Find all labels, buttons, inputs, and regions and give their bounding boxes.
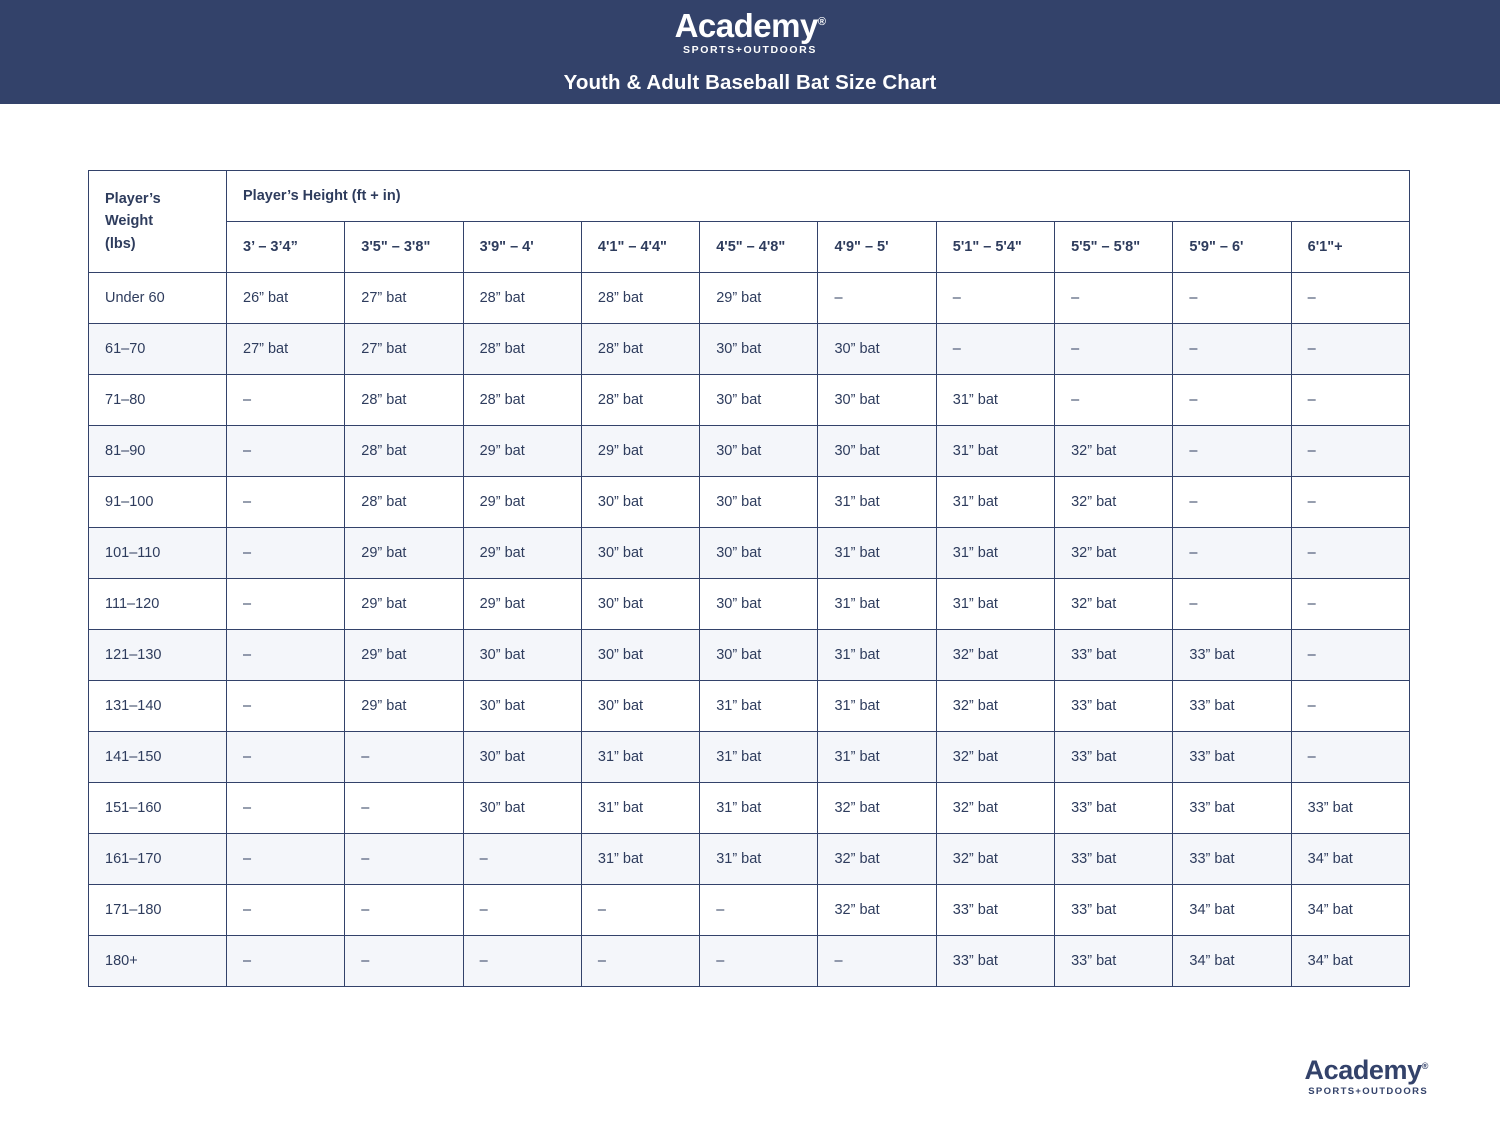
table-cell-bat-size: 31” bat (818, 681, 936, 732)
corner-header-line-3: (lbs) (105, 235, 136, 252)
table-cell-bat-size: – (227, 426, 345, 477)
table-cell-bat-size: 34” bat (1173, 885, 1291, 936)
table-cell-bat-size: – (936, 273, 1054, 324)
brand-name: Academy (674, 6, 818, 44)
table-cell-bat-size: – (1291, 681, 1409, 732)
table-cell-bat-size: 28” bat (345, 426, 463, 477)
table-cell-bat-size: 33” bat (1291, 783, 1409, 834)
table-cell-bat-size: – (345, 834, 463, 885)
table-cell-bat-size: 30” bat (700, 324, 818, 375)
table-cell-bat-size: 30” bat (581, 528, 699, 579)
table-head (89, 171, 1410, 273)
row-header-weight: 91–100 (89, 477, 227, 528)
column-header-height-5: 4'5" – 4'8" (700, 222, 818, 273)
table-cell-bat-size: – (227, 783, 345, 834)
table-cell-bat-size: – (936, 324, 1054, 375)
table-cell-bat-size: 27” bat (227, 324, 345, 375)
table-cell-bat-size: 30” bat (818, 324, 936, 375)
table-cell-bat-size: 31” bat (581, 732, 699, 783)
table-cell-bat-size: – (581, 885, 699, 936)
table-cell-bat-size: – (1055, 375, 1173, 426)
row-header-weight: 71–80 (89, 375, 227, 426)
table-cell-bat-size: 29” bat (463, 579, 581, 630)
table-row (89, 375, 1410, 426)
table-cell-bat-size: 27” bat (345, 324, 463, 375)
page-header (0, 0, 1500, 104)
table-cell-bat-size: 28” bat (463, 273, 581, 324)
table-cell-bat-size: 28” bat (581, 375, 699, 426)
table-cell-bat-size: 28” bat (463, 375, 581, 426)
table-cell-bat-size: 33” bat (1055, 630, 1173, 681)
row-header-weight: Under 60 (89, 273, 227, 324)
table-cell-bat-size: – (1291, 324, 1409, 375)
table-row (89, 834, 1410, 885)
footer-brand-wordmark (1304, 1054, 1429, 1085)
table-cell-bat-size: 31” bat (818, 630, 936, 681)
table-cell-bat-size: 29” bat (345, 579, 463, 630)
table-cell-bat-size: – (1291, 273, 1409, 324)
table-cell-bat-size: – (227, 681, 345, 732)
column-header-height-1: 3’ – 3’4” (227, 222, 345, 273)
column-header-height-6: 4'9" – 5' (818, 222, 936, 273)
table-cell-bat-size: 30” bat (700, 528, 818, 579)
table-cell-bat-size: 33” bat (1173, 834, 1291, 885)
table-cell-bat-size: – (227, 579, 345, 630)
table-cell-bat-size: 28” bat (345, 375, 463, 426)
table-cell-bat-size: 34” bat (1291, 936, 1409, 987)
column-header-height-4: 4'1" – 4'4" (581, 222, 699, 273)
table-cell-bat-size: 31” bat (936, 579, 1054, 630)
corner-header-line-1: Player’s (105, 190, 161, 207)
table-header-group-row (89, 171, 1410, 222)
table-cell-bat-size: 31” bat (936, 375, 1054, 426)
corner-header-line-2: Weight (105, 213, 154, 230)
table-cell-bat-size: 30” bat (818, 426, 936, 477)
table-cell-bat-size: – (1173, 579, 1291, 630)
table-cell-bat-size: – (227, 885, 345, 936)
row-header-weight: 180+ (89, 936, 227, 987)
table-cell-bat-size: 30” bat (581, 477, 699, 528)
table-cell-bat-size: 31” bat (700, 681, 818, 732)
table-cell-bat-size: 30” bat (700, 375, 818, 426)
table-cell-bat-size: 29” bat (345, 630, 463, 681)
row-header-weight: 81–90 (89, 426, 227, 477)
table-cell-bat-size: 32” bat (936, 630, 1054, 681)
table-cell-bat-size: 30” bat (581, 681, 699, 732)
bat-size-table (88, 170, 1410, 987)
table-cell-bat-size: – (1291, 426, 1409, 477)
row-header-weight: 171–180 (89, 885, 227, 936)
table-cell-bat-size: 30” bat (700, 579, 818, 630)
table-cell-bat-size: 30” bat (581, 579, 699, 630)
table-cell-bat-size: – (1173, 273, 1291, 324)
column-header-height-2: 3'5" – 3'8" (345, 222, 463, 273)
table-cell-bat-size: – (227, 630, 345, 681)
academy-logo-header (674, 6, 826, 56)
table-cell-bat-size: 34” bat (1173, 936, 1291, 987)
height-group-header: Player’s Height (ft + in) (227, 171, 1410, 222)
footer-registered-mark: ® (1421, 1060, 1428, 1071)
row-header-weight: 151–160 (89, 783, 227, 834)
table-cell-bat-size: 33” bat (1055, 834, 1173, 885)
table-cell-bat-size: 28” bat (581, 324, 699, 375)
table-cell-bat-size: – (1291, 477, 1409, 528)
table-cell-bat-size: – (345, 936, 463, 987)
table-cell-bat-size: 31” bat (818, 528, 936, 579)
table-cell-bat-size: – (700, 936, 818, 987)
table-cell-bat-size: 33” bat (936, 936, 1054, 987)
footer-brand-tagline: SPORTS+OUTDOORS (1308, 1085, 1428, 1097)
table-cell-bat-size: 29” bat (700, 273, 818, 324)
table-cell-bat-size: 31” bat (581, 834, 699, 885)
table-cell-bat-size: 32” bat (818, 834, 936, 885)
row-header-weight: 111–120 (89, 579, 227, 630)
table-cell-bat-size: 30” bat (463, 783, 581, 834)
brand-wordmark (674, 6, 826, 44)
row-header-weight: 61–70 (89, 324, 227, 375)
table-cell-bat-size: 28” bat (463, 324, 581, 375)
footer-brand-name: Academy (1304, 1054, 1422, 1085)
table-cell-bat-size: 33” bat (1055, 681, 1173, 732)
table-cell-bat-size: 33” bat (1173, 681, 1291, 732)
corner-header (89, 171, 227, 273)
column-header-height-3: 3'9" – 4' (463, 222, 581, 273)
table-cell-bat-size: 29” bat (463, 477, 581, 528)
table-row (89, 732, 1410, 783)
academy-logo-footer (1304, 1054, 1429, 1097)
table-cell-bat-size: – (1173, 375, 1291, 426)
table-cell-bat-size: – (1291, 630, 1409, 681)
table-cell-bat-size: 34” bat (1291, 885, 1409, 936)
table-cell-bat-size: – (1173, 324, 1291, 375)
table-cell-bat-size: 33” bat (1055, 783, 1173, 834)
table-cell-bat-size: – (227, 732, 345, 783)
table-cell-bat-size: – (1055, 324, 1173, 375)
table-cell-bat-size: 32” bat (936, 783, 1054, 834)
table-cell-bat-size: 33” bat (1173, 783, 1291, 834)
table-cell-bat-size: – (1173, 528, 1291, 579)
column-header-height-9: 5'9" – 6' (1173, 222, 1291, 273)
table-cell-bat-size: – (581, 936, 699, 987)
table-cell-bat-size: 34” bat (1291, 834, 1409, 885)
table-cell-bat-size: – (345, 885, 463, 936)
table-cell-bat-size: 30” bat (700, 477, 818, 528)
registered-mark: ® (817, 15, 826, 28)
table-cell-bat-size: – (227, 936, 345, 987)
table-cell-bat-size: – (345, 732, 463, 783)
table-header-row (89, 222, 1410, 273)
table-cell-bat-size: 30” bat (700, 630, 818, 681)
table-cell-bat-size: 33” bat (936, 885, 1054, 936)
table-cell-bat-size: – (463, 936, 581, 987)
table-cell-bat-size: – (227, 528, 345, 579)
table-cell-bat-size: 32” bat (1055, 579, 1173, 630)
table-cell-bat-size: 28” bat (581, 273, 699, 324)
column-header-height-10: 6'1"+ (1291, 222, 1409, 273)
table-row (89, 528, 1410, 579)
table-cell-bat-size: 31” bat (936, 528, 1054, 579)
table-cell-bat-size: 26” bat (227, 273, 345, 324)
table-cell-bat-size: 32” bat (818, 885, 936, 936)
table-cell-bat-size: – (1291, 732, 1409, 783)
row-header-weight: 161–170 (89, 834, 227, 885)
table-row (89, 681, 1410, 732)
column-header-height-7: 5'1" – 5'4" (936, 222, 1054, 273)
table-cell-bat-size: 29” bat (345, 528, 463, 579)
table-cell-bat-size: – (1173, 477, 1291, 528)
table-cell-bat-size: 29” bat (581, 426, 699, 477)
table-cell-bat-size: 32” bat (1055, 426, 1173, 477)
table-row (89, 630, 1410, 681)
column-header-height-8: 5'5" – 5'8" (1055, 222, 1173, 273)
table-cell-bat-size: 30” bat (463, 732, 581, 783)
table-cell-bat-size: 28” bat (345, 477, 463, 528)
table-cell-bat-size: 32” bat (1055, 528, 1173, 579)
table-row (89, 426, 1410, 477)
table-cell-bat-size: – (345, 783, 463, 834)
table-cell-bat-size: 31” bat (936, 426, 1054, 477)
table-cell-bat-size: – (1291, 579, 1409, 630)
table-cell-bat-size: 30” bat (818, 375, 936, 426)
table-cell-bat-size: 32” bat (1055, 477, 1173, 528)
table-cell-bat-size: 32” bat (818, 783, 936, 834)
table-cell-bat-size: – (1055, 273, 1173, 324)
table-cell-bat-size: 31” bat (581, 783, 699, 834)
table-cell-bat-size: 31” bat (936, 477, 1054, 528)
table-row (89, 273, 1410, 324)
table-cell-bat-size: 31” bat (818, 732, 936, 783)
table-cell-bat-size: – (227, 375, 345, 426)
table-cell-bat-size: – (227, 477, 345, 528)
table-cell-bat-size: 33” bat (1055, 732, 1173, 783)
table-cell-bat-size: – (227, 834, 345, 885)
table-row (89, 936, 1410, 987)
table-cell-bat-size: 32” bat (936, 732, 1054, 783)
row-header-weight: 141–150 (89, 732, 227, 783)
table-cell-bat-size: 31” bat (700, 732, 818, 783)
page-title: Youth & Adult Baseball Bat Size Chart (563, 71, 937, 95)
table-row (89, 579, 1410, 630)
table-cell-bat-size: – (1291, 375, 1409, 426)
table-cell-bat-size: 29” bat (463, 426, 581, 477)
table-cell-bat-size: – (818, 273, 936, 324)
brand-tagline: SPORTS+OUTDOORS (683, 43, 817, 56)
table-row (89, 885, 1410, 936)
table-cell-bat-size: 31” bat (818, 579, 936, 630)
table-cell-bat-size: – (463, 834, 581, 885)
table-cell-bat-size: 27” bat (345, 273, 463, 324)
table-cell-bat-size: 29” bat (345, 681, 463, 732)
table-cell-bat-size: 30” bat (581, 630, 699, 681)
table-cell-bat-size: 29” bat (463, 528, 581, 579)
row-header-weight: 121–130 (89, 630, 227, 681)
table-cell-bat-size: 31” bat (700, 834, 818, 885)
table-cell-bat-size: 33” bat (1173, 732, 1291, 783)
table-body (89, 273, 1410, 987)
table-cell-bat-size: 33” bat (1173, 630, 1291, 681)
table-cell-bat-size: 31” bat (818, 477, 936, 528)
table-cell-bat-size: – (463, 885, 581, 936)
table-cell-bat-size: – (1173, 426, 1291, 477)
table-cell-bat-size: – (700, 885, 818, 936)
table-cell-bat-size: – (818, 936, 936, 987)
table-cell-bat-size: 30” bat (700, 426, 818, 477)
table-cell-bat-size: 33” bat (1055, 885, 1173, 936)
table-row (89, 324, 1410, 375)
table-cell-bat-size: 33” bat (1055, 936, 1173, 987)
chart-table-container (88, 170, 1410, 987)
table-cell-bat-size: 30” bat (463, 681, 581, 732)
table-row (89, 477, 1410, 528)
row-header-weight: 101–110 (89, 528, 227, 579)
table-cell-bat-size: 30” bat (463, 630, 581, 681)
row-header-weight: 131–140 (89, 681, 227, 732)
table-cell-bat-size: 32” bat (936, 834, 1054, 885)
table-cell-bat-size: 31” bat (700, 783, 818, 834)
table-cell-bat-size: – (1291, 528, 1409, 579)
table-cell-bat-size: 32” bat (936, 681, 1054, 732)
table-row (89, 783, 1410, 834)
